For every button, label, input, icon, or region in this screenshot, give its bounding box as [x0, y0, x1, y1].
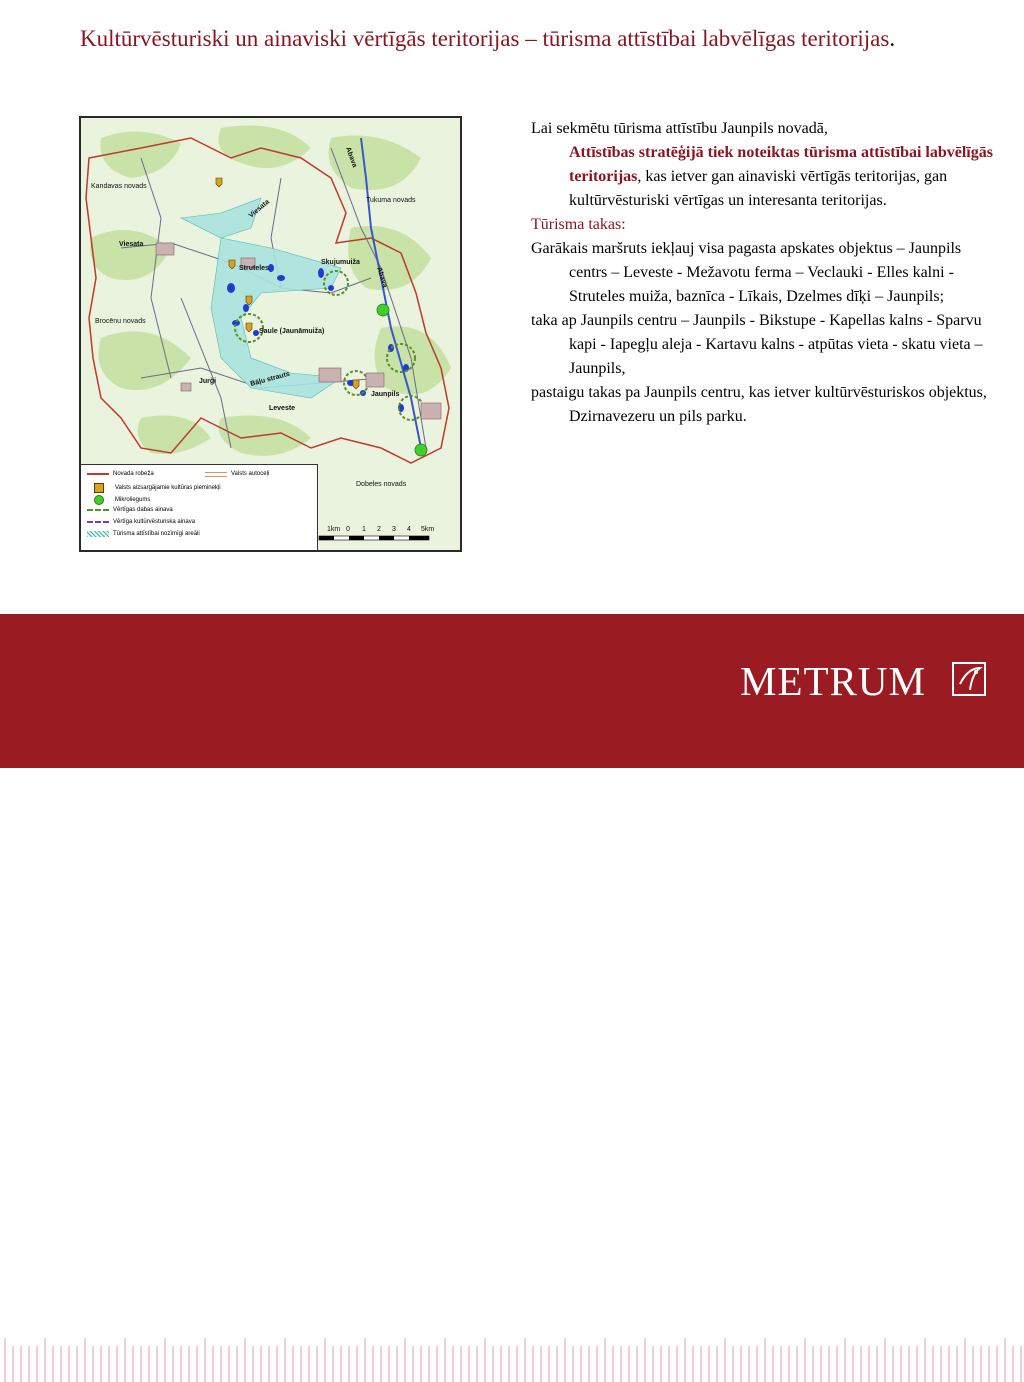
- tourism-areas: [181, 198, 341, 398]
- label-skujumuiza: Skujumuiža: [321, 259, 360, 266]
- legend-item: [87, 519, 195, 525]
- label-tukuma: Tukuma novads: [366, 197, 416, 204]
- footer-ruler-ticks: [0, 1338, 1024, 1382]
- label-saule: Saule (Jaunāmuiža): [259, 328, 325, 335]
- legend-label: Valsts autoceļi: [231, 471, 270, 477]
- logo-figure-icon: [954, 664, 984, 694]
- scale-label-2: 1: [362, 526, 366, 533]
- metrum-logo-text: METRUM: [740, 658, 926, 704]
- label-leveste: Leveste: [269, 405, 296, 412]
- scale-label-4: 3: [392, 526, 396, 533]
- paragraph-center-trail: taka ap Jaunpils centru – Jaunpils - Bikstupe - Kapellas kalns - Sparvu kapi - Iapegļu aleja - Kartavu kalns - atpūtas vieta - skatu vieta – Jaunpils,: [531, 312, 983, 377]
- label-struteles: Struteles: [239, 265, 269, 272]
- map-legend: [81, 464, 318, 551]
- scale-label-5: 4: [407, 526, 411, 533]
- slide-title-text: Kultūrvēsturiski un ainaviski vērtīgās teritorijas – tūrisma attīstībai labvēlīgas teritorijas: [80, 26, 890, 51]
- label-kandavas: Kandavas novads: [91, 183, 147, 190]
- label-viesata-river: Viesata: [247, 198, 271, 220]
- legend-item: [87, 471, 154, 477]
- label-viesata: Viesata: [119, 241, 144, 248]
- legend-label: Valsts aizsargājamie kultūras pieminekļi: [115, 485, 221, 491]
- body-text: [531, 117, 993, 429]
- intro-bold-text: Attīstības stratēģijā tiek noteiktas tūrisma attīstībai labvēlīgās teritorijas: [569, 144, 993, 185]
- monument-icon: [94, 483, 104, 493]
- scale-label-3: 2: [377, 526, 381, 533]
- slide-title: [80, 18, 980, 59]
- legend-culture-swatch: [87, 521, 109, 523]
- legend-label: Mikroliegums: [115, 497, 151, 503]
- legend-item: [87, 495, 150, 505]
- label-dobeles: Dobeles novads: [356, 481, 407, 488]
- legend-label: Tūrisma attīstībai nozīmīgi areāli: [113, 531, 200, 537]
- legend-nature-swatch: [87, 509, 109, 511]
- scale-label-0: 1km: [327, 526, 341, 533]
- paragraph-walking-trails: pastaigu takas pa Jaunpils centru, kas ietver kultūrvēsturiskos objektus, Dzirnavezeru un pils parku.: [531, 384, 987, 425]
- legend-border-swatch: [87, 473, 109, 475]
- legend-item: [205, 471, 269, 477]
- label-abava-north: Abava: [344, 146, 358, 169]
- legend-item: [87, 507, 173, 513]
- scale-label-6: 5km: [421, 526, 435, 533]
- subheading-tourism-trails: Tūrisma takas:: [531, 216, 626, 233]
- legend-road-swatch: [205, 472, 227, 477]
- map-roads: [121, 148, 426, 448]
- territory-map: [79, 116, 462, 552]
- legend-area-swatch: [87, 531, 109, 537]
- label-jaunpils: Jaunpils: [371, 391, 400, 398]
- metrum-logo-icon: [952, 662, 986, 696]
- label-brocenu: Brocēnu novads: [95, 318, 146, 325]
- intro-rest-text: , kas ietver gan ainaviski vērtīgās teritorijas, gan kultūrvēsturiski vērtīgas un interesanta teritorijas.: [569, 168, 948, 209]
- label-jurgi: Jurģi: [199, 378, 217, 385]
- legend-label: Vērtīga kultūrvēsturiska ainava: [113, 519, 196, 525]
- label-abava-south: Abava: [375, 266, 389, 289]
- scale-bar: [319, 526, 434, 540]
- label-balu-strauts: Bāļu strauts: [249, 370, 291, 388]
- paragraph-intro: [531, 117, 993, 213]
- legend-label: Vērtīgas dabas ainava: [113, 507, 173, 513]
- slide-title-period: .: [889, 26, 896, 51]
- intro-text: Lai sekmētu tūrisma attīstību Jaunpils novadā,: [531, 120, 828, 137]
- micro-reserve-icon: [94, 495, 104, 505]
- legend-item: [87, 531, 200, 537]
- paragraph-long-route: Garākais maršruts iekļauj visa pagasta apskates objektus – Jaunpils centrs – Leveste - Mežavotu ferma – Veclauki - Elles kalni - Struteles muiža, baznīca - Līkais, Dzelmes dīķi – Jaunpils;: [531, 240, 962, 305]
- legend-label: Novada robeža: [113, 471, 154, 477]
- legend-item: [87, 483, 221, 493]
- scale-label-1: 0: [346, 526, 350, 533]
